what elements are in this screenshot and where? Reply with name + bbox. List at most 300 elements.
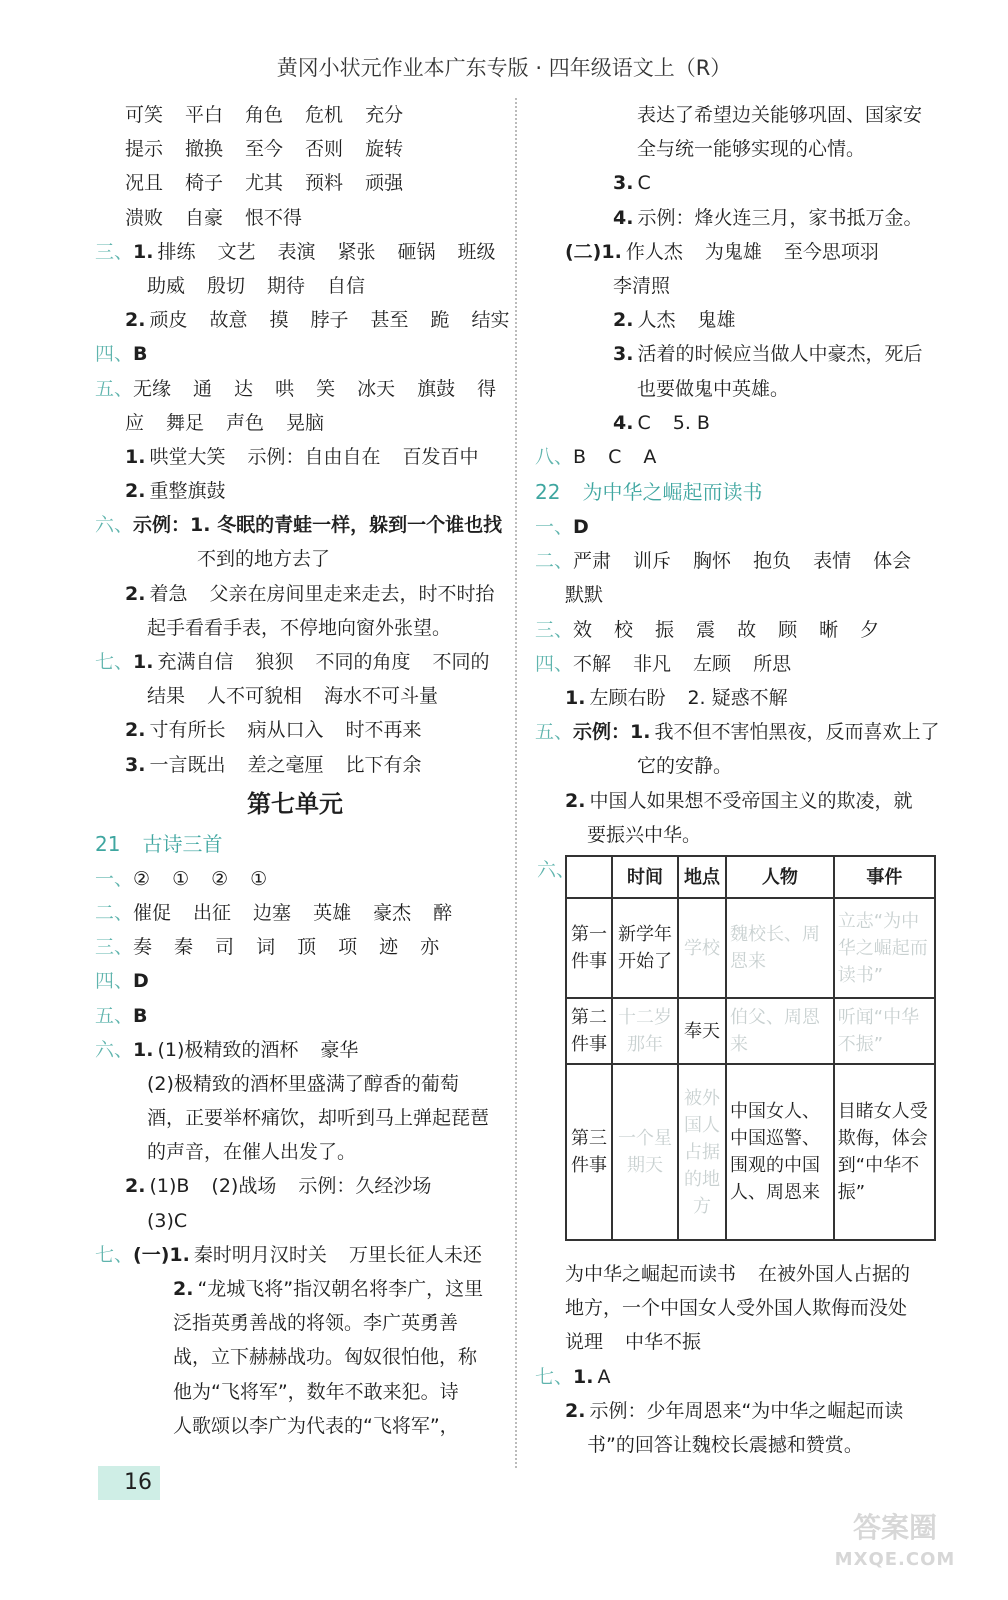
item-number: 4. [613,411,634,434]
answer-line [535,98,940,132]
answer-line [95,896,495,930]
item-number: 1. [573,1365,594,1388]
answer-line [95,474,495,508]
answer-line [535,749,940,783]
lesson-name: 为中华之崛起而读书 [582,480,763,505]
answer-word: 要振兴中华。 [587,823,702,846]
item-number: 3. [613,172,634,195]
answer-line [95,508,503,542]
answer-word: 效 [573,618,593,641]
answer-word: 体会 [873,550,912,573]
table-body [566,898,935,1240]
answer-word: 不同的角度 [315,651,411,673]
answer-line [535,1394,940,1428]
answer-word: 鬼雄 [697,309,736,332]
answer-word: 也要做鬼中英雄。 [637,377,790,400]
answer-word: 助威 [147,274,186,297]
answer-word: 文艺 [217,240,256,263]
answer-word: 哄 [275,377,295,400]
item-number: 1. [133,240,154,263]
answer-line [95,679,495,713]
answer-word: 摸 [269,309,289,332]
item-number: D [573,516,589,539]
table-cell: 学校 [678,898,726,998]
right-block-1 [535,98,940,474]
answer-line [535,715,940,749]
answer-word: 作人杰 [625,240,683,263]
answer-word: 一言既出 [149,753,226,776]
answer-word: 顾 [778,618,798,641]
answer-word: 角色 [245,104,284,126]
answer-word: 充满自信 [157,651,234,673]
answer-line [535,132,940,166]
answer-word: 撤换 [185,138,224,161]
watermark-url: MXQE.COM [834,1549,956,1570]
answer-word: 否则 [305,138,344,161]
item-number: 1. [133,1038,154,1061]
item-number: B [133,1004,148,1027]
answer-word: 司 [215,936,235,959]
answer-line [535,1325,940,1359]
answer-word: 至今 [245,138,284,161]
section-mark: 六、 [95,1038,134,1061]
table-cell: 中国女人、中国巡警、围观的中国人、周恩来 [726,1064,834,1240]
answer-line [95,862,495,896]
answer-word: 故 [737,618,757,641]
answer-word: 李清照 [613,274,671,297]
answer-word: 边塞 [253,901,292,924]
item-number: 3. [125,753,146,776]
answer-word: 达 [234,377,254,400]
section-mark: 四、 [95,970,134,993]
item-number: 2. [125,480,146,503]
answer-word: 泛指英勇善战的将领。李广英勇善 [173,1312,459,1335]
left-block-2 [95,862,495,1443]
answer-word: 酒，正要举杯痛饮，却听到马上弹起琵琶 [147,1107,490,1130]
answer-word: 表演 [277,240,316,263]
unit-title: 第七单元 [247,789,343,818]
answer-word: 砸锅 [397,240,436,263]
answer-word: 差之毫厘 [247,753,324,776]
left-block-1 [95,98,510,782]
answer-line [535,372,940,406]
answer-line [535,166,940,200]
lesson-21-title [95,826,495,862]
answer-line [95,132,495,166]
table-header-cell: 事件 [834,856,935,898]
section-mark: 六、 [95,514,134,537]
answer-line [95,577,495,611]
answer-word: 尤其 [245,172,284,195]
answer-line [535,818,940,852]
answer-word: 的声音，在催人出发了。 [147,1141,357,1164]
answer-line [95,1101,495,1135]
answer-word: 他为“飞将军”，数年不敢来犯。诗 [173,1380,459,1403]
answer-word: 起手看看手表，不停地向窗外张望。 [147,616,452,639]
answer-word: 训斥 [633,550,672,573]
column-divider [515,98,517,1468]
left-column [95,98,510,1443]
answer-word: 无缘 [133,377,172,400]
answer-line [95,235,495,269]
answer-word: 醉 [433,901,453,924]
answer-line [95,1340,495,1374]
answer-word: 重整旗鼓 [149,480,226,503]
watermark-text: 答案圈 [852,1511,937,1544]
answer-line [95,166,495,200]
section-mark: 三、 [95,936,134,959]
answer-word: A [597,1365,611,1388]
answer-word: C [637,411,651,434]
item-number: 3. [613,343,634,366]
answer-word: 病从口入 [247,719,324,742]
table-cell: 奉天 [678,998,726,1064]
answer-line [535,303,940,337]
answer-line [535,337,940,371]
answer-word: 抱负 [753,550,792,573]
answer-line [95,406,495,440]
right-bottom [535,1257,940,1462]
section-six-label: 六、 [537,859,576,881]
answer-word: 中国人如果想不受帝国主义的欺凌，就 [589,789,913,812]
item-number: 示例：1. 冬眠的青蛙一样，躲到一个谁也找 [133,514,503,537]
answer-word: 冰天 [357,377,396,400]
answer-word: 万里长征人未还 [348,1243,482,1266]
answer-word: 着急 [149,582,188,605]
answer-word: B [573,445,587,468]
item-number: 1. [125,445,146,468]
answer-line [535,235,940,269]
answer-word: 表达了希望边关能够巩固、国家安 [637,104,923,126]
answer-line [95,713,495,747]
answer-word: 危机 [305,104,344,126]
answer-word: 示例：少年周恩来“为中华之崛起而读 [589,1399,904,1422]
answer-word: 自信 [327,274,366,297]
answer-word: 自豪 [185,206,224,229]
answer-word: 5. B [672,411,710,434]
table-cell: 十二岁那年 [612,998,678,1064]
answer-word: 2. 疑惑不解 [687,687,788,709]
answer-word: 我不但不害怕黑夜，反而喜欢上了 [654,721,940,744]
item-number: 2. [125,719,146,742]
answer-line [95,1204,495,1238]
answer-line [95,1169,495,1203]
item-number: 2. [565,789,586,812]
answer-line [95,1409,495,1443]
answer-word: 迹 [379,936,399,959]
answer-word: 振 [655,618,675,641]
answer-word: ② [133,867,151,890]
answer-word: 提示 [125,138,164,161]
answer-line [95,748,495,782]
answer-word: 项 [338,936,358,959]
answer-word: 海水不可斗量 [324,685,439,708]
section-mark: 一、 [535,516,574,539]
table-header-cell: 地点 [678,856,726,898]
section-mark: 七、 [95,1243,134,1266]
section-mark: 五、 [535,721,574,744]
answer-word: A [643,445,657,468]
section-mark: 四、 [535,652,574,675]
answer-word: ② [211,867,229,890]
answer-word: 奏 [133,936,153,959]
answer-word: 至今思项羽 [783,240,879,263]
item-number: 4. [613,206,634,229]
answer-line [535,406,940,440]
table-row [566,898,935,998]
answer-word: 示例：烽火连三月，家书抵万金。 [637,206,923,229]
answer-word: 出征 [193,901,232,924]
answer-word: 催促 [133,901,172,924]
answer-word: 豪杰 [373,901,412,924]
answer-line [535,544,940,578]
answer-word: 不解 [573,652,612,675]
section-mark: 二、 [95,901,134,924]
answer-line [95,1067,495,1101]
answer-word: (1)极精致的酒杯 [157,1038,299,1061]
table-header-row [566,856,935,898]
answer-line [95,542,495,576]
answer-word: 比下有余 [345,753,422,776]
answer-word: 脖子 [310,309,349,332]
lesson-number: 21 [95,831,121,856]
answer-word: 跪 [430,309,450,332]
answer-word: “龙城飞将”指汉朝名将李广，这里 [197,1278,484,1300]
answer-word: 顶 [297,936,317,959]
watermark-logo [800,1512,990,1582]
answer-line [95,1306,495,1340]
answer-line [535,784,940,818]
section-mark: 五、 [95,1004,134,1027]
lesson-number: 22 [535,480,561,505]
answer-word: 人杰 [637,309,676,332]
answer-word: 况且 [125,172,164,195]
answer-word: 地方，一个中国女人受外国人欺侮而没处 [565,1297,908,1320]
answer-line [95,999,495,1033]
answer-word: 紧张 [337,240,376,263]
lesson-name: 古诗三首 [142,831,223,856]
item-number: 2. [613,309,634,332]
answer-word: 示例：久经沙场 [298,1175,432,1198]
answer-word: 恨不得 [245,206,303,229]
answer-word: 椅子 [185,172,224,195]
answer-word: 得 [477,377,497,400]
right-column [535,98,940,852]
table-cell: 一个星期天 [612,1064,678,1240]
after-table-block [535,1257,940,1462]
table-cell: 目睹女人受欺侮，体会到“中华不振” [834,1064,935,1240]
answer-word: 班级 [457,240,496,263]
right-block-2 [535,510,940,852]
answer-line [95,201,495,235]
answer-word: 故意 [209,309,248,332]
item-number: 1. [133,651,154,673]
answer-word: 舞足 [166,411,205,434]
answer-line [95,1033,495,1067]
item-number: D [133,970,149,993]
table-cell: 魏校长、周恩来 [726,898,834,998]
answer-line [95,611,495,645]
answer-line [535,440,940,474]
answer-line [535,647,940,681]
answer-word: 晰 [819,618,839,641]
answer-line [95,372,495,406]
table-cell: 被外国人占据的地方 [678,1064,726,1240]
answer-line [95,269,495,303]
table-cell: 立志“为中华之崛起而读书” [834,898,935,998]
answer-word: (2)战场 [211,1175,277,1198]
answer-word: 不同的 [432,651,490,673]
answer-line [535,1360,940,1394]
answer-word: 笑 [316,377,336,400]
answer-line [535,269,940,303]
answer-line [95,645,495,679]
answer-word: 溃败 [125,206,164,229]
table-row [566,998,935,1064]
page-header: 黄冈小状元作业本广东专版 · 四年级语文上（R） [276,56,732,80]
answer-word: 应 [125,411,145,434]
answer-line [95,337,495,371]
section-mark: 四、 [95,343,134,366]
item-number: B [133,343,148,366]
answer-word: (1)B [149,1175,190,1198]
answer-word: 战，立下赫赫战功。匈奴很怕他，称 [173,1346,478,1369]
item-number: 2. [565,1399,586,1422]
events-table [565,855,936,1241]
answer-word: 百发百中 [402,445,479,468]
answer-word: 默默 [565,584,604,607]
table-cell: 第一件事 [566,898,612,998]
answer-word: (2)极精致的酒杯里盛满了醇香的葡萄 [147,1072,459,1095]
table-cell: 第二件事 [566,998,612,1064]
answer-word: 校 [614,618,634,641]
item-number: 2. [173,1278,194,1300]
table-header-cell: 人物 [726,856,834,898]
answer-word: 人歌颂以李广为代表的“飞将军”， [173,1414,459,1437]
answer-word: 父亲在房间里走来走去，时不时抬 [209,582,495,605]
section-mark: 三、 [535,618,574,641]
answer-word: 所思 [753,652,792,675]
answer-word: 全与统一能够实现的心情。 [637,138,866,161]
item-number: (二)1. [565,240,622,263]
answer-line [95,1238,495,1272]
answer-line [95,440,495,474]
answer-word: 左顾右盼 [589,687,666,709]
answer-line [535,1257,940,1291]
answer-word: 英雄 [313,901,352,924]
answer-word: 旗鼓 [417,377,456,400]
answer-word: 殷切 [207,274,246,297]
section-mark: 八、 [535,445,574,468]
answer-word: ① [250,867,268,890]
answer-word: 为中华之崛起而读书 [565,1263,737,1285]
answer-word: (3)C [147,1209,188,1232]
answer-word: 中华不振 [625,1331,702,1354]
answer-word: 预料 [305,172,344,195]
answer-word: 通 [193,377,213,400]
table-header-cell [566,856,612,898]
answer-word: 可笑 [125,104,164,126]
item-number: 2. [125,582,146,605]
item-number: 2. [125,1175,146,1198]
answer-word: 胸怀 [693,550,732,573]
answer-line [535,1291,940,1325]
answer-line [535,681,940,715]
answer-word: 结果 [147,685,186,708]
answer-word: C [608,445,622,468]
answer-word: ① [172,867,190,890]
section-mark: 二、 [535,550,574,573]
answer-word: 夕 [860,618,880,641]
answer-word: 为鬼雄 [704,240,762,263]
lesson-22-title [535,474,940,510]
answer-word: 结实 [471,309,510,332]
answer-word: 它的安静。 [637,755,733,778]
answer-word: 活着的时候应当做人中豪杰，死后 [637,343,923,366]
section-mark: 七、 [95,651,134,673]
answer-word: 甚至 [370,309,409,332]
section-mark: 一、 [95,867,134,890]
answer-word: 狼狈 [255,651,294,673]
table-row [566,1064,935,1240]
answer-word: 左顾 [693,652,732,675]
answer-line [535,578,940,612]
answer-word: 人不可貌相 [207,685,303,708]
item-number: 1. [565,687,586,709]
answer-line [95,1135,495,1169]
answer-word: 示例：自由自在 [247,445,381,468]
answer-word: 期待 [267,274,306,297]
answer-line [535,201,940,235]
table-cell: 伯父、周恩来 [726,998,834,1064]
section-mark: 三、 [95,240,134,263]
answer-word: 词 [256,936,276,959]
answer-word: 不到的地方去了 [197,548,331,571]
answer-word: 顽皮 [149,309,188,332]
item-number: (一)1. [133,1243,190,1266]
item-number: 示例：1. [573,721,651,744]
section-mark: 五、 [95,377,134,400]
answer-word: 震 [696,618,716,641]
table-header-cell: 时间 [612,856,678,898]
answer-word: 秦时明月汉时关 [193,1243,327,1266]
answer-word: 时不再来 [345,719,422,742]
answer-word: 声色 [226,411,265,434]
answer-line [95,303,510,337]
answer-line [535,510,940,544]
answer-line [95,930,495,964]
answer-line [95,1272,495,1306]
item-number: 2. [125,309,146,332]
answer-word: 旋转 [365,138,404,161]
answer-word: 排练 [157,240,196,263]
answer-word: 秦 [174,936,194,959]
answer-word: 在被外国人占据的 [758,1263,911,1285]
answer-word: 说理 [565,1331,604,1354]
answer-word: 严肃 [573,550,612,573]
answer-word: 表情 [813,550,852,573]
answer-line [535,1428,940,1462]
section-mark: 七、 [535,1365,574,1388]
table-cell: 新学年开始了 [612,898,678,998]
answer-word: 哄堂大笑 [149,445,226,468]
table-cell: 听闻“中华不振” [834,998,935,1064]
answer-word: 寸有所长 [149,719,226,742]
answer-word: 豪华 [320,1038,359,1061]
page-number: 16 [98,1466,160,1500]
answer-word: 晃脑 [286,411,325,434]
answer-line [95,1375,495,1409]
